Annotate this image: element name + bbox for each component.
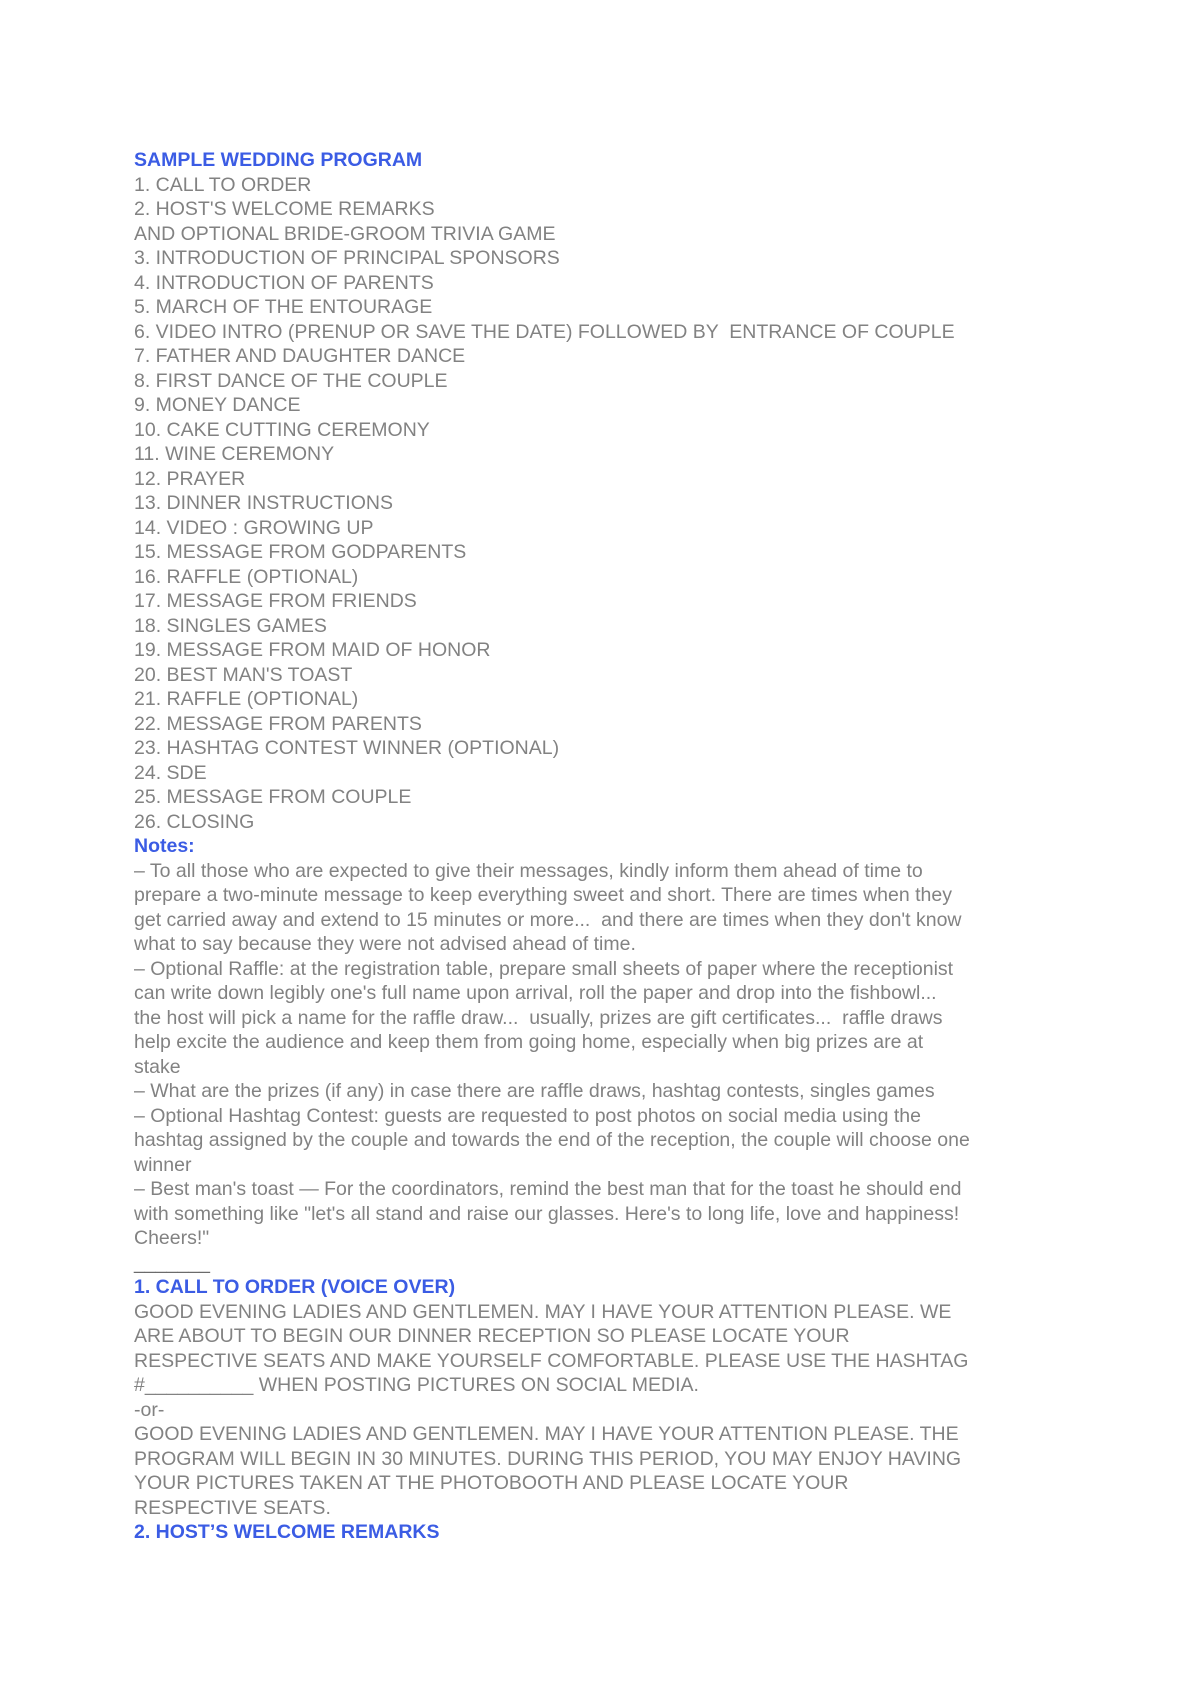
text-line: 22. MESSAGE FROM PARENTS <box>134 712 422 735</box>
section-1-heading: 1. CALL TO ORDER (VOICE OVER) <box>134 1276 456 1298</box>
text-line: – Best man's toast — For the coordinators, remind the best man that for the toast he should end <box>134 1178 962 1200</box>
text-line: PROGRAM WILL BEGIN IN 30 MINUTES. DURING THIS PERIOD, YOU MAY ENJOY HAVING <box>134 1447 962 1470</box>
note-paragraph <box>134 1079 1180 1104</box>
text-line: 13. DINNER INSTRUCTIONS <box>134 492 393 514</box>
text-line: 23. HASHTAG CONTEST WINNER (OPTIONAL) <box>134 737 560 759</box>
text-line: 1. CALL TO ORDER <box>134 173 312 196</box>
text-line: 3. INTRODUCTION OF PRINCIPAL SPONSORS <box>134 247 560 269</box>
text-line: – Optional Hashtag Contest: guests are requested to post photos on social media using the <box>134 1104 921 1127</box>
text-line: can write down legibly one's full name upon arrival, roll the paper and drop into the fishbowl... <box>134 982 937 1004</box>
text-line: YOUR PICTURES TAKEN AT THE PHOTOBOOTH AND PLEASE LOCATE YOUR <box>134 1472 849 1494</box>
text-line: Cheers!" <box>134 1227 210 1249</box>
text-line: – What are the prizes (if any) in case there are raffle draws, hashtag contests, singles games <box>134 1080 935 1102</box>
text-line: 11. WINE CEREMONY <box>134 443 335 465</box>
note-paragraph <box>134 1177 1180 1251</box>
text-line: 2. HOST'S WELCOME REMARKS <box>134 198 435 220</box>
text-line: RESPECTIVE SEATS AND MAKE YOURSELF COMFORTABLE. PLEASE USE THE HASHTAG <box>134 1349 969 1372</box>
text-line: 15. MESSAGE FROM GODPARENTS <box>134 541 467 563</box>
text-line: – To all those who are expected to give their messages, kindly inform them ahead of time to <box>134 859 923 882</box>
text-line: RESPECTIVE SEATS. <box>134 1496 331 1519</box>
text-line: 12. PRAYER <box>134 467 246 490</box>
text-line: winner <box>134 1153 192 1176</box>
text-line: 18. SINGLES GAMES <box>134 614 327 637</box>
section-1-script <box>134 1300 1180 1521</box>
text-line: 25. MESSAGE FROM COUPLE <box>134 786 412 808</box>
text-line: #__________ WHEN POSTING PICTURES ON SOCIAL MEDIA. <box>134 1374 699 1396</box>
text-line: with something like "let's all stand and raise our glasses. Here's to long life, love and happiness! <box>134 1202 960 1225</box>
text-line: AND OPTIONAL BRIDE-GROOM TRIVIA GAME <box>134 222 556 245</box>
text-line: GOOD EVENING LADIES AND GENTLEMEN. MAY I HAVE YOUR ATTENTION PLEASE. THE <box>134 1423 959 1445</box>
text-line: 5. MARCH OF THE ENTOURAGE <box>134 296 433 318</box>
program-list <box>134 173 1180 835</box>
section-divider: _______ <box>134 1251 210 1274</box>
document-title: SAMPLE WEDDING PROGRAM <box>134 149 423 171</box>
text-line: 14. VIDEO : GROWING UP <box>134 516 374 539</box>
text-line: -or- <box>134 1398 165 1421</box>
text-line: 7. FATHER AND DAUGHTER DANCE <box>134 345 466 367</box>
text-line: 17. MESSAGE FROM FRIENDS <box>134 590 417 612</box>
text-line: what to say because they were not advised ahead of time. <box>134 933 636 955</box>
text-line: 26. CLOSING <box>134 810 255 833</box>
notes-section <box>134 859 1180 1251</box>
text-line: get carried away and extend to 15 minutes or more... and there are times when they don't know <box>134 908 962 931</box>
text-line: 19. MESSAGE FROM MAID OF HONOR <box>134 639 491 661</box>
text-line: 16. RAFFLE (OPTIONAL) <box>134 565 359 588</box>
text-line: GOOD EVENING LADIES AND GENTLEMEN. MAY I HAVE YOUR ATTENTION PLEASE. WE <box>134 1300 952 1323</box>
text-line: hashtag assigned by the couple and towards the end of the reception, the couple will choose one <box>134 1129 970 1151</box>
section-2-heading: 2. HOST’S WELCOME REMARKS <box>134 1521 440 1543</box>
text-line: prepare a two-minute message to keep everything sweet and short. There are times when they <box>134 884 952 906</box>
text-line: ARE ABOUT TO BEGIN OUR DINNER RECEPTION SO PLEASE LOCATE YOUR <box>134 1325 850 1347</box>
text-line: stake <box>134 1055 181 1078</box>
note-paragraph <box>134 957 1180 1080</box>
text-line: 8. FIRST DANCE OF THE COUPLE <box>134 369 448 392</box>
text-line: help excite the audience and keep them from going home, especially when big prizes are at <box>134 1031 924 1053</box>
text-line: the host will pick a name for the raffle draw... usually, prizes are gift certificates... raffle draws <box>134 1006 943 1029</box>
text-line: 4. INTRODUCTION OF PARENTS <box>134 271 434 294</box>
note-paragraph <box>134 859 1180 957</box>
text-line: 21. RAFFLE (OPTIONAL) <box>134 688 359 710</box>
note-paragraph <box>134 1104 1180 1178</box>
text-line: 6. VIDEO INTRO (PRENUP OR SAVE THE DATE) FOLLOWED BY ENTRANCE OF COUPLE <box>134 320 955 343</box>
text-line: 10. CAKE CUTTING CEREMONY <box>134 418 430 441</box>
notes-heading: Notes: <box>134 835 195 857</box>
text-line: 20. BEST MAN'S TOAST <box>134 663 353 686</box>
text-line: 24. SDE <box>134 761 207 784</box>
text-line: – Optional Raffle: at the registration table, prepare small sheets of paper where the receptionist <box>134 957 954 980</box>
text-line: 9. MONEY DANCE <box>134 394 301 416</box>
